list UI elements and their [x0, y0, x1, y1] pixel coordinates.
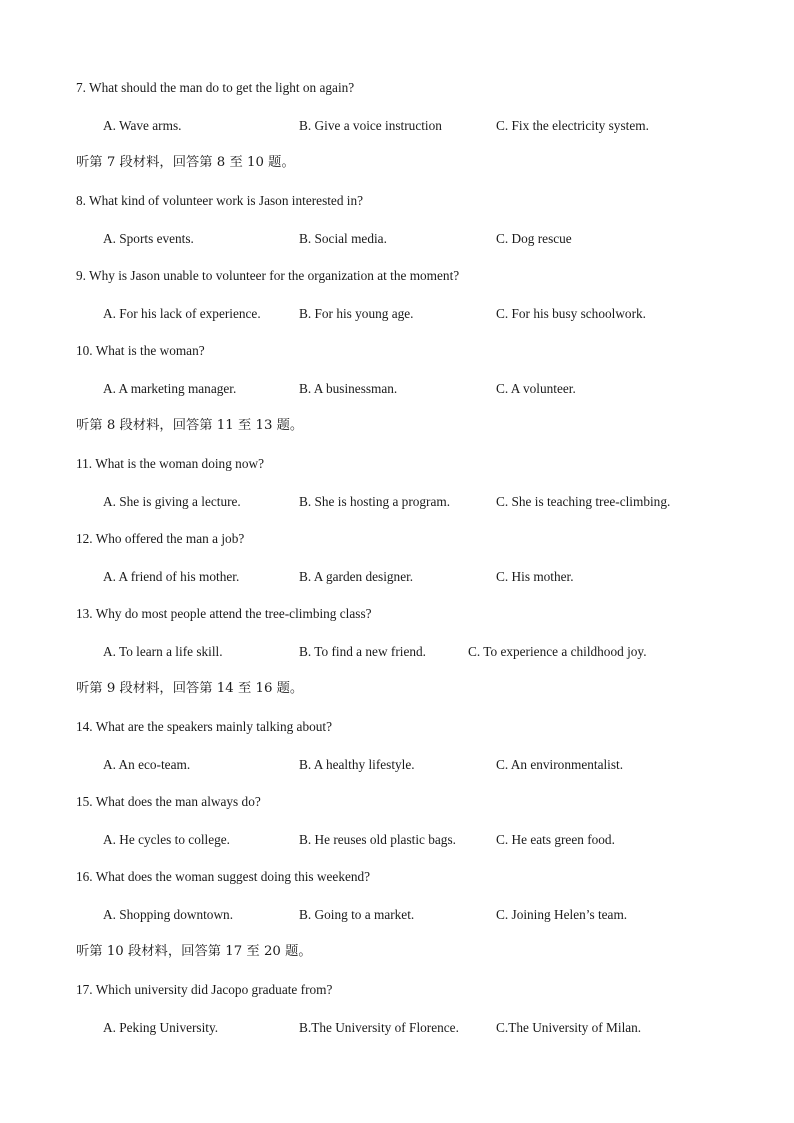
section-heading-8: 听第 8 段材料，回答第 11 至 13 题。 — [76, 418, 304, 433]
q17-option-c: C.The University of Milan. — [496, 1020, 642, 1035]
q14-option-a: A. An eco-team. — [103, 757, 191, 772]
q16-option-b: B. Going to a market. — [299, 907, 415, 922]
q11-option-b: B. She is hosting a program. — [299, 494, 451, 509]
question-13: 13. Why do most people attend the tree-climbing class? — [76, 606, 372, 621]
q12-option-c: C. His mother. — [496, 569, 574, 584]
q16-option-c: C. Joining Helen’s team. — [496, 907, 628, 922]
q7-option-c: C. Fix the electricity system. — [496, 118, 649, 133]
q8-option-b: B. Social media. — [299, 231, 387, 246]
q15-option-c: C. He eats green food. — [496, 832, 615, 847]
question-12: 12. Who offered the man a job? — [76, 531, 245, 546]
q13-option-b: B. To find a new friend. — [299, 644, 426, 659]
question-16: 16. What does the woman suggest doing this weekend? — [76, 869, 371, 884]
q16-option-a: A. Shopping downtown. — [103, 907, 234, 922]
section-heading-9: 听第 9 段材料，回答第 14 至 16 题。 — [76, 681, 304, 696]
question-17: 17. Which university did Jacopo graduate from? — [76, 982, 333, 997]
q7-option-a: A. Wave arms. — [103, 118, 182, 133]
q8-option-c: C. Dog rescue — [496, 231, 572, 246]
q13-option-a: A. To learn a life skill. — [103, 644, 223, 659]
q17-option-b: B.The University of Florence. — [299, 1020, 459, 1035]
q8-option-a: A. Sports events. — [103, 231, 194, 246]
q10-option-c: C. A volunteer. — [496, 381, 576, 396]
q10-option-a: A. A marketing manager. — [103, 381, 237, 396]
q11-option-c: C. She is teaching tree-climbing. — [496, 494, 671, 509]
q9-option-c: C. For his busy schoolwork. — [496, 306, 646, 321]
q9-option-a: A. For his lack of experience. — [103, 306, 261, 321]
question-15: 15. What does the man always do? — [76, 794, 261, 809]
question-8: 8. What kind of volunteer work is Jason interested in? — [76, 193, 364, 208]
q15-option-a: A. He cycles to college. — [103, 832, 231, 847]
q14-option-c: C. An environmentalist. — [496, 757, 624, 772]
q15-option-b: B. He reuses old plastic bags. — [299, 832, 456, 847]
q9-option-b: B. For his young age. — [299, 306, 414, 321]
question-11: 11. What is the woman doing now? — [76, 456, 264, 471]
q12-option-a: A. A friend of his mother. — [103, 569, 240, 584]
q7-option-b: B. Give a voice instruction — [299, 118, 442, 133]
question-7: 7. What should the man do to get the light on again? — [76, 80, 355, 95]
question-9: 9. Why is Jason unable to volunteer for the organization at the moment? — [76, 268, 460, 283]
q14-option-b: B. A healthy lifestyle. — [299, 757, 415, 772]
question-14: 14. What are the speakers mainly talking about? — [76, 719, 333, 734]
q11-option-a: A. She is giving a lecture. — [103, 494, 241, 509]
question-10: 10. What is the woman? — [76, 343, 205, 358]
section-heading-7: 听第 7 段材料，回答第 8 至 10 题。 — [76, 155, 295, 170]
section-heading-10: 听第 10 段材料，回答第 17 至 20 题。 — [76, 944, 312, 959]
q10-option-b: B. A businessman. — [299, 381, 398, 396]
q12-option-b: B. A garden designer. — [299, 569, 414, 584]
q17-option-a: A. Peking University. — [103, 1020, 219, 1035]
q13-option-c: C. To experience a childhood joy. — [468, 644, 647, 659]
